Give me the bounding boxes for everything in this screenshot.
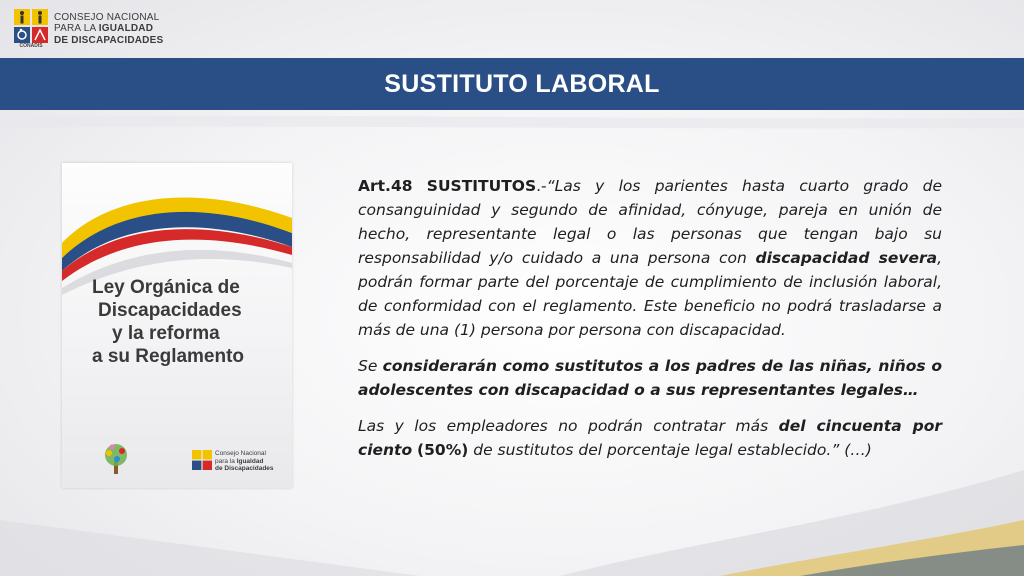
book-cover-image bbox=[62, 163, 292, 488]
tree-logo-icon bbox=[98, 441, 134, 477]
org-name bbox=[54, 12, 163, 47]
paragraph-2: Se considerarán como sustitutos a los padres de las niñas, niños o adolescentes con discapacidad o a sus representantes legales… bbox=[358, 357, 942, 399]
cover-title-line: Discapacidades bbox=[98, 300, 242, 321]
conadis-emblem-icon bbox=[192, 450, 212, 472]
cover-org-name: Consejo Nacional para la Igualdad de Discapacidades bbox=[215, 450, 274, 472]
cover-title bbox=[92, 276, 292, 368]
conadis-logo bbox=[14, 7, 163, 51]
emphasis-text: (50%) bbox=[417, 441, 469, 459]
title-bar bbox=[0, 58, 1024, 110]
emphasis-text: considerarán como sustitutos a los padres de las niñas, niños o adolescentes con discapacidad o a sus representantes legales… bbox=[358, 357, 942, 399]
article-text bbox=[358, 174, 942, 474]
paragraph-3: Las y los empleadores no podrán contratar más del cincuenta por ciento (50%) de sustitutos del porcentaje legal establecido.” (…) bbox=[358, 417, 942, 459]
emphasis-text: del cincuenta por ciento bbox=[358, 417, 942, 459]
cover-conadis-logo bbox=[192, 450, 274, 473]
org-line-1: CONSEJO NACIONAL bbox=[54, 11, 160, 23]
emblem-caption: CONADIS bbox=[19, 43, 43, 49]
slide-title: SUSTITUTO LABORAL bbox=[384, 69, 660, 98]
article-ref: Art.48 bbox=[358, 177, 413, 195]
org-line-2: PARA LA IGUALDAD bbox=[54, 23, 154, 35]
paragraph-1: Art.48 SUSTITUTOS.-“Las y los parientes hasta cuarto grado de consanguinidad y segundo de afinidad, cónyuge, pareja en unión de hecho, representante legal o las personas que tengan bajo su responsabilidad y/o cuidado a una persona con discapacidad severa, podrán formar parte del porcentaje de cumplimiento de inclusión laboral, de conformidad con el reglamento. Este beneficio no podrá trasladarse a más de una (1) persona por persona con discapacidad. bbox=[358, 177, 943, 339]
article-heading: SUSTITUTOS bbox=[426, 177, 537, 195]
cover-title-line: a su Reglamento bbox=[92, 346, 245, 367]
org-line-3: DE DISCAPACIDADES bbox=[54, 34, 164, 46]
cover-title-line: y la reforma bbox=[112, 323, 220, 344]
cover-title-line: Ley Orgánica de bbox=[92, 277, 240, 298]
emphasis-text: discapacidad severa bbox=[755, 249, 938, 267]
conadis-emblem-icon bbox=[14, 9, 48, 49]
